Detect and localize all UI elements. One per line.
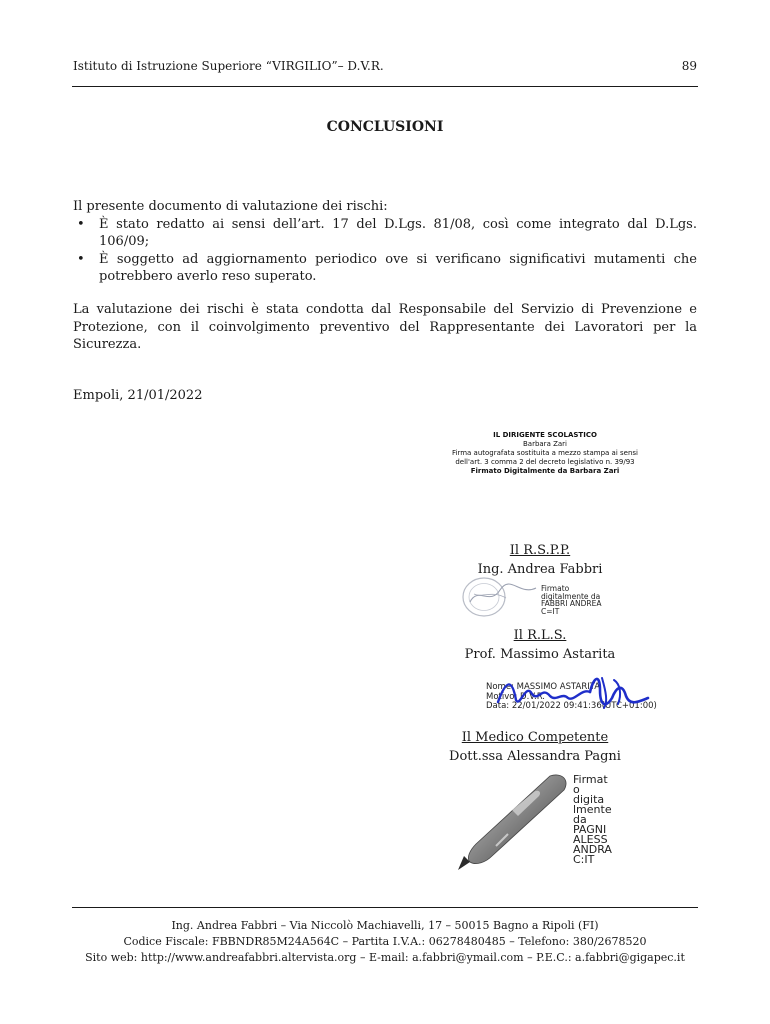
bullet-icon: •	[77, 251, 85, 267]
rspp-stamp-3: FABBRI ANDREA	[541, 599, 602, 608]
dirigente-name: Barbara Zari	[522, 440, 567, 448]
rls-role: Il R.L.S.	[513, 628, 567, 643]
medico-role: Il Medico Competente	[461, 730, 609, 745]
medico-stamp-8: ANDRA	[573, 843, 612, 856]
bullet-text: È soggetto ad aggiornamento periodico ove si verificano significativi mutamenti che potrebbero averlo reso superato.	[99, 251, 697, 284]
seal-icon	[460, 576, 538, 618]
medico-stamp-7: ALESS	[573, 833, 608, 846]
rls-stamp-2: Motivo: D.V.R.	[486, 691, 545, 702]
medico-stamp-2: o	[573, 783, 580, 796]
dirigente-title: IL DIRIGENTE SCOLASTICO	[493, 431, 597, 439]
rspp-stamp-2: digitalmente da	[541, 591, 601, 601]
header-rule	[72, 86, 698, 87]
rspp-stamp-4: C=IT	[541, 606, 560, 616]
footer-rule	[72, 907, 698, 908]
header-title: Istituto di Istruzione Superiore “VIRGILIO”– D.V.R.	[73, 59, 384, 73]
footer-address: Ing. Andrea Fabbri – Via Niccolò Machiavelli, 17 – 50015 Bagno a Ripoli (FI)	[171, 919, 599, 932]
footer	[0, 918, 770, 966]
rspp-block	[440, 541, 640, 579]
dirigente-note-3: Firmato Digitalmente da Barbara Zari	[470, 467, 620, 475]
medico-block	[420, 728, 650, 766]
page-number: 89	[681, 59, 697, 73]
assessment-paragraph: La valutazione dei rischi è stata condotta dal Responsabile del Servizio di Prevenzione e Protezione, con il coinvolgimento preventivo del Rappresentante dei Lavoratori per la Sicurezza.	[73, 302, 697, 352]
rls-stamp-1: Nome: MASSIMO ASTARITA	[486, 682, 601, 692]
rls-block	[440, 626, 640, 664]
pen-icon	[452, 770, 572, 872]
bullet-list	[73, 216, 697, 286]
medico-stamp-1: Firmat	[573, 773, 608, 786]
rspp-stamp-1: Firmato	[541, 584, 570, 593]
list-item	[73, 251, 697, 286]
bullet-icon: •	[77, 216, 85, 232]
footer-fiscal: Codice Fiscale: FBBNDR85M24A564C – Partita I.V.A.: 06278480485 – Telefono: 380/2678520	[123, 935, 647, 948]
rspp-stamp	[541, 585, 601, 615]
medico-stamp-5: da	[573, 813, 587, 826]
medico-stamp-9: C:IT	[573, 853, 595, 866]
rspp-name: Ing. Andrea Fabbri	[477, 562, 603, 577]
footer-contacts: Sito web: http://www.andreafabbri.altervista.org – E-mail: a.fabbri@ymail.com – P.E.C.: a.fabbri@gigapec.it	[85, 951, 685, 964]
intro-text: Il presente documento di valutazione dei rischi:	[73, 199, 388, 214]
dirigente-note-2: dell'art. 3 comma 2 del decreto legislativo n. 39/93	[455, 458, 635, 466]
medico-stamp	[573, 775, 612, 865]
medico-stamp-3: digita	[573, 793, 605, 806]
rls-stamp-3: Data: 22/01/2022 09:41:36(UTC+01:00)	[486, 701, 657, 711]
rls-handwritten-signature	[496, 672, 652, 712]
rls-name: Prof. Massimo Astarita	[464, 647, 616, 662]
rspp-role: Il R.S.P.P.	[509, 543, 571, 558]
place-date: Empoli, 21/01/2022	[73, 388, 203, 403]
intro-block	[73, 198, 697, 286]
bullet-text: È stato redatto ai sensi dell’art. 17 del D.Lgs. 81/08, così come integrato dal D.Lgs. 106/09;	[99, 216, 697, 249]
list-item	[73, 216, 697, 251]
medico-stamp-4: lmente	[573, 803, 612, 816]
dirigente-note-1: Firma autografata sostituita a mezzo stampa ai sensi	[452, 449, 638, 457]
medico-stamp-6: PAGNI	[573, 823, 607, 836]
section-title: CONCLUSIONI	[326, 119, 444, 135]
medico-name: Dott.ssa Alessandra Pagni	[449, 749, 621, 764]
dirigente-signature	[430, 431, 660, 476]
